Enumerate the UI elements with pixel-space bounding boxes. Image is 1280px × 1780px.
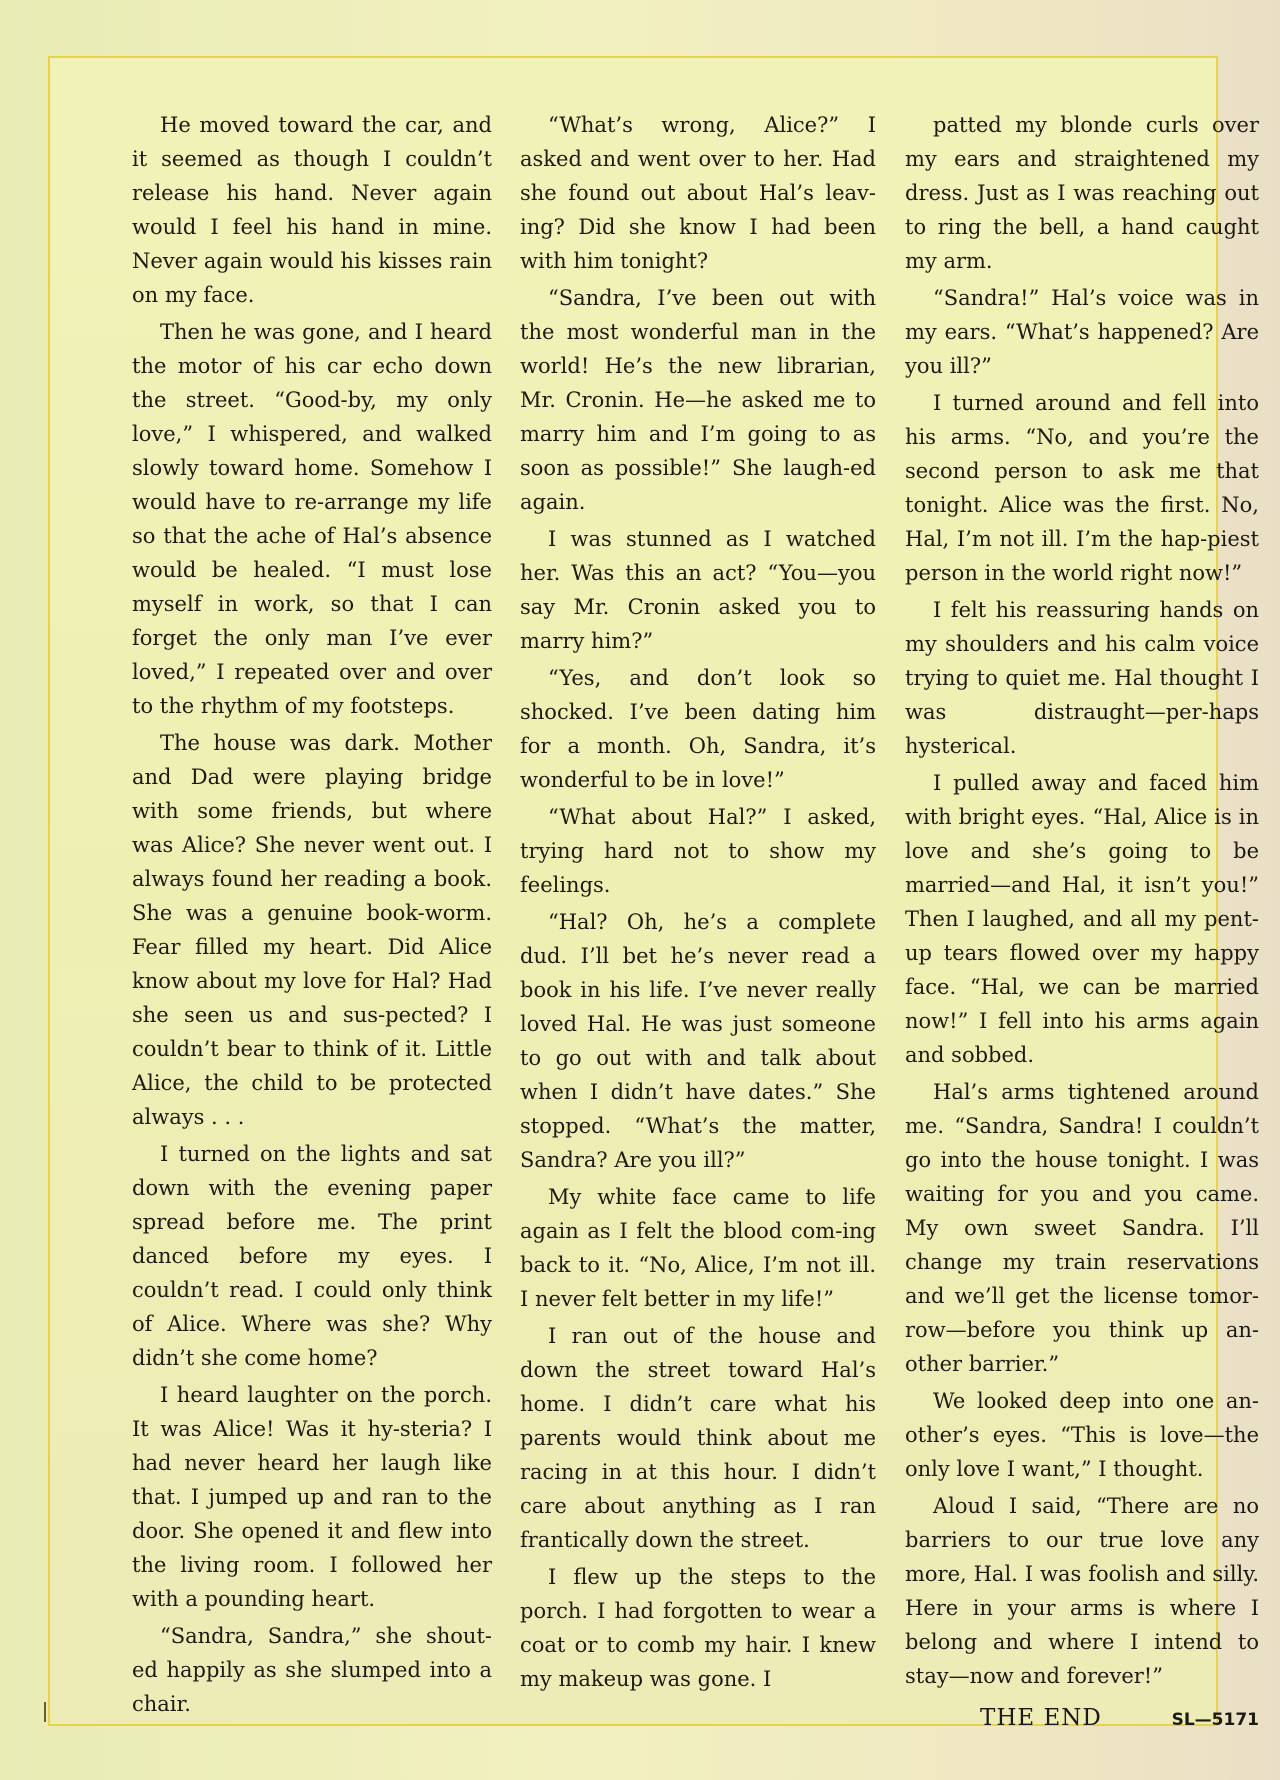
paragraph: “Sandra, Sandra,” she shout-ed happily as she slumped into a chair. [132,1624,492,1716]
paragraph: Hal’s arms tightened around me. “Sandra, Sandra! I couldn’t go into the house tonight. I was waiting for you and you came. My own sweet Sandra. I’ll change my train reservations and we’ll get the license tomor-row—before you think up an-other barrier.” [905,1080,1259,1376]
paragraph: patted my blonde curls over my ears and straightened my dress. Just as I was reaching out to ring the bell, a hand caught my arm. [905,113,1259,273]
paragraph: I flew up the steps to the porch. I had forgotten to wear a coat or to comb my hair. I knew my makeup was gone. I [520,1565,876,1691]
paragraph: Then he was gone, and I heard the motor of his car echo down the street. “Good-by, my only love,” I whispered, and walked slowly toward home. Somehow I would have to re-arrange my life so that the ache of Hal’s absence would be healed. “I must lose myself in work, so that I can forget the only man I’ve ever loved,” I repeated over and over to the rhythm of my footsteps. [132,320,492,718]
story-page [48,56,1259,1731]
story-code: SL—5171 [1171,1710,1259,1730]
paragraph: “Yes, and don’t look so shocked. I’ve been dating him for a month. Oh, Sandra, it’s wonderful to be in love!” [520,666,876,792]
paragraph: Aloud I said, “There are no barriers to our true love any more, Hal. I was foolish and silly. Here in your arms is where I belong and where I intend to stay—now and forever!” [905,1494,1259,1688]
paragraph: I heard laughter on the porch. It was Alice! Was it hy-steria? I had never heard her laugh like that. I jumped up and ran to the door. She opened it and flew into the living room. I followed her with a pounding heart. [132,1383,492,1611]
paragraph: I pulled away and faced him with bright eyes. “Hal, Alice is in love and she’s going to be married—and Hal, it isn’t you!” Then I laughed, and all my pent-up tears flowed over my happy face. “Hal, we can be married now!” I fell into his arms again and sobbed. [905,771,1259,1067]
margin-mark [44,1702,46,1722]
paragraph: “Hal? Oh, he’s a complete dud. I’ll bet he’s never read a book in his life. I’ve never really loved Hal. He was just someone to go out with and talk about when I didn’t have dates.” She stopped. “What’s the matter, Sandra? Are you ill?” [520,910,876,1172]
text-column-3 [905,108,1259,1737]
paragraph: I felt his reassuring hands on my shoulders and his calm voice trying to quiet me. Hal thought I was distraught—per-haps hysterical. [905,598,1259,758]
paragraph: “What’s wrong, Alice?” I asked and went over to her. Had she found out about Hal’s leav-ing? Did she know I had been with him tonight? [520,113,876,273]
paragraph: We looked deep into one an-other’s eyes. “This is love—the only love I want,” I thought. [905,1389,1259,1481]
end-line [905,1701,1259,1737]
paragraph: “Sandra!” Hal’s voice was in my ears. “What’s happened? Are you ill?” [905,286,1259,378]
paragraph: My white face came to life again as I felt the blood com-ing back to it. “No, Alice, I’m not ill. I never felt better in my life!” [520,1185,876,1311]
text-column-1 [132,108,492,1724]
the-end-label: THE END [980,1705,1102,1731]
paragraph: I ran out of the house and down the street toward Hal’s home. I didn’t care what his parents would think about me racing in at this hour. I didn’t care about anything as I ran frantically down the street. [520,1324,876,1552]
paragraph: “Sandra, I’ve been out with the most wonderful man in the world! He’s the new librarian, Mr. Cronin. He—he asked me to marry him and I’m going to as soon as possible!” She laugh-ed again. [520,286,876,514]
paragraph: “What about Hal?” I asked, trying hard not to show my feelings. [520,805,876,897]
text-column-2 [520,108,876,1699]
paragraph: I was stunned as I watched her. Was this an act? “You—you say Mr. Cronin asked you to marry him?” [520,527,876,653]
paragraph: I turned on the lights and sat down with the evening paper spread before me. The print danced before my eyes. I couldn’t read. I could only think of Alice. Where was she? Why didn’t she come home? [132,1142,492,1370]
paragraph: The house was dark. Mother and Dad were playing bridge with some friends, but where was Alice? She never went out. I always found her reading a book. She was a genuine book-worm. Fear filled my heart. Did Alice know about my love for Hal? Had she seen us and sus-pected? I couldn’t bear to think of it. Little Alice, the child to be protected always . . . [132,731,492,1129]
paragraph: I turned around and fell into his arms. “No, and you’re the second person to ask me that tonight. Alice was the first. No, Hal, I’m not ill. I’m the hap-piest person in the world right now!” [905,391,1259,585]
paragraph: He moved toward the car, and it seemed as though I couldn’t release his hand. Never again would I feel his hand in mine. Never again would his kisses rain on my face. [132,113,492,307]
